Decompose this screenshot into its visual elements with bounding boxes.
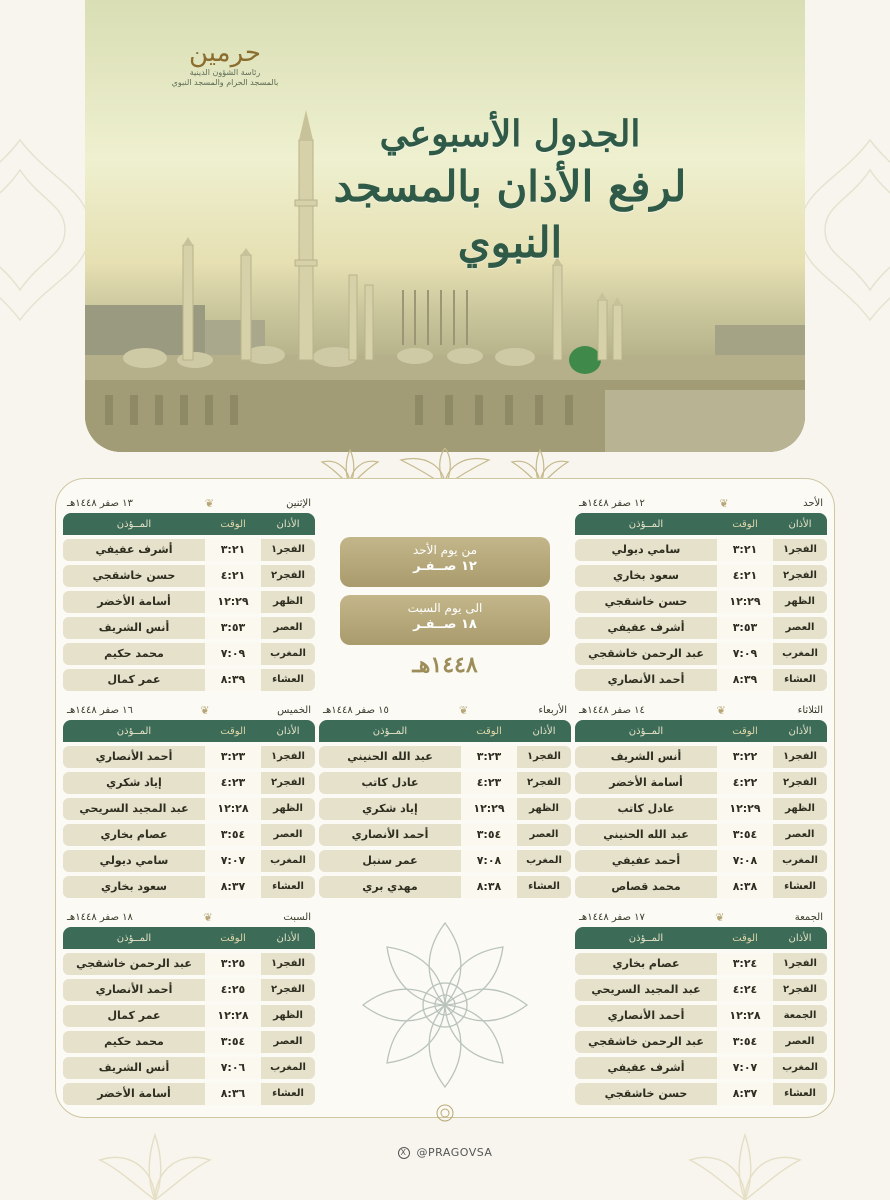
time-cell: ٣:٢٥	[205, 953, 261, 975]
handle-text: @PRAGOVSA	[416, 1146, 493, 1159]
social-handle[interactable]	[0, 1146, 890, 1159]
table-row	[575, 1005, 827, 1027]
col-adhan: الأذان	[276, 725, 300, 737]
logo-sub-2: بالمسجد الحرام والمسجد النبوي	[171, 78, 279, 88]
muadhin-cell: محمد حكيم	[63, 1031, 205, 1053]
muadhin-cell: عبد الرحمن خاشقجي	[575, 1031, 717, 1053]
table-row	[575, 617, 827, 639]
muadhin-cell: عادل كاتب	[319, 772, 461, 794]
muadhin-cell: محمد قصاص	[575, 876, 717, 898]
x-logo-icon: X	[398, 1147, 410, 1159]
table-row	[575, 1031, 827, 1053]
day-card	[575, 700, 827, 898]
muadhin-cell: عبد الرحمن خاشقجي	[63, 953, 205, 975]
side-ornament-right	[790, 130, 890, 330]
period-to-box	[340, 595, 550, 645]
table-row	[319, 798, 571, 820]
muadhin-cell: أحمد الأنصاري	[575, 1005, 717, 1027]
muadhin-cell: إياد شكري	[319, 798, 461, 820]
table-row	[575, 643, 827, 665]
muadhin-cell: أسامة الأخضر	[63, 1083, 205, 1105]
time-cell: ٣:٢١	[205, 539, 261, 561]
period-to-line1: الى يوم السبت	[407, 601, 483, 615]
time-cell: ٤:٢٣	[461, 772, 517, 794]
table-row	[63, 953, 315, 975]
muadhin-cell: سامي ديولي	[63, 850, 205, 872]
col-time: الوقت	[732, 932, 758, 944]
hero-banner	[85, 0, 805, 452]
muadhin-cell: أنس الشريف	[575, 746, 717, 768]
time-cell: ٧:٠٩	[205, 643, 261, 665]
time-cell: ٧:٠٨	[717, 850, 773, 872]
table-row	[575, 979, 827, 1001]
time-cell: ٣:٥٤	[717, 1031, 773, 1053]
table-row	[63, 565, 315, 587]
muadhin-cell: عبد الرحمن خاشقجي	[575, 643, 717, 665]
adhan-cell: الظهر	[517, 798, 571, 820]
adhan-cell: العصر	[773, 1031, 827, 1053]
day-date: ١٦ صفر ١٤٤٨هـ	[67, 704, 133, 716]
period-from-box	[340, 537, 550, 587]
muadhin-cell: عمر كمال	[63, 669, 205, 691]
muadhin-cell: سعود بخاري	[575, 565, 717, 587]
period-from-line1: من يوم الأحد	[412, 543, 478, 557]
table-row	[575, 850, 827, 872]
day-header	[63, 700, 315, 720]
muadhin-cell: سعود بخاري	[63, 876, 205, 898]
adhan-cell: الفجر١	[517, 746, 571, 768]
adhan-cell: المغرب	[517, 850, 571, 872]
adhan-cell: المغرب	[773, 1057, 827, 1079]
day-header	[63, 907, 315, 927]
haramain-logo	[165, 38, 285, 89]
time-cell: ١٢:٢٨	[717, 1005, 773, 1027]
day-header	[319, 700, 571, 720]
muadhin-cell: أنس الشريف	[63, 1057, 205, 1079]
muadhin-cell: حسن خاشقجي	[575, 1083, 717, 1105]
table-header	[575, 927, 827, 949]
day-name: الإثنين	[286, 497, 311, 509]
time-cell: ٨:٣٩	[205, 669, 261, 691]
adhan-cell: الفجر١	[773, 746, 827, 768]
day-date: ١٥ صفر ١٤٤٨هـ	[323, 704, 389, 716]
day-header	[575, 700, 827, 720]
adhan-cell: العشاء	[773, 1083, 827, 1105]
adhan-cell: العشاء	[773, 876, 827, 898]
muadhin-cell: عصام بخاري	[63, 824, 205, 846]
flourish-icon: ❦	[203, 910, 213, 924]
col-muadhin: المــؤذن	[628, 518, 664, 530]
table-row	[63, 1031, 315, 1053]
table-row	[575, 1057, 827, 1079]
table-header	[63, 513, 315, 535]
col-muadhin: المــؤذن	[628, 932, 664, 944]
time-cell: ١٢:٢٨	[205, 1005, 261, 1027]
table-row	[575, 824, 827, 846]
period-from-line2: ١٢ صــفـر	[413, 559, 477, 575]
adhan-cell: العشاء	[261, 1083, 315, 1105]
day-header	[575, 493, 827, 513]
muadhin-cell: أحمد الأنصاري	[319, 824, 461, 846]
time-cell: ٤:٢١	[205, 565, 261, 587]
time-cell: ٤:٢٣	[205, 772, 261, 794]
adhan-cell: الفجر٢	[261, 772, 315, 794]
adhan-cell: العشاء	[261, 669, 315, 691]
time-cell: ٤:٢١	[717, 565, 773, 587]
time-cell: ٨:٣٩	[717, 669, 773, 691]
adhan-cell: الظهر	[261, 798, 315, 820]
table-row	[319, 824, 571, 846]
day-header	[63, 493, 315, 513]
muadhin-cell: أحمد عفيفي	[575, 850, 717, 872]
adhan-cell: الفجر١	[261, 953, 315, 975]
muadhin-cell: أسامة الأخضر	[575, 772, 717, 794]
table-row	[63, 979, 315, 1001]
table-row	[63, 617, 315, 639]
muadhin-cell: أحمد الأنصاري	[63, 746, 205, 768]
flourish-icon: ❦	[719, 496, 729, 510]
muadhin-cell: أسامة الأخضر	[63, 591, 205, 613]
table-row	[63, 798, 315, 820]
table-header	[63, 927, 315, 949]
muadhin-cell: أحمد الأنصاري	[63, 979, 205, 1001]
adhan-cell: المغرب	[261, 850, 315, 872]
adhan-cell: الفجر٢	[773, 565, 827, 587]
bottom-ornament-left	[90, 1130, 220, 1200]
col-adhan: الأذان	[788, 725, 812, 737]
table-header	[63, 720, 315, 742]
adhan-cell: الظهر	[261, 591, 315, 613]
time-cell: ٨:٣٨	[717, 876, 773, 898]
table-row	[575, 746, 827, 768]
time-cell: ١٢:٢٩	[461, 798, 517, 820]
flourish-icon: ❦	[204, 496, 215, 510]
adhan-cell: المغرب	[773, 643, 827, 665]
day-header	[575, 907, 827, 927]
adhan-cell: العشاء	[517, 876, 571, 898]
table-row	[63, 850, 315, 872]
col-muadhin: المــؤذن	[116, 932, 152, 944]
day-date: ١٢ صفر ١٤٤٨هـ	[579, 497, 645, 509]
time-cell: ١٢:٢٩	[717, 798, 773, 820]
muadhin-cell: عبد الله الحنيني	[575, 824, 717, 846]
adhan-cell: الفجر٢	[261, 979, 315, 1001]
day-date: ١٣ صفر ١٤٤٨هـ	[67, 497, 133, 509]
adhan-cell: الفجر١	[261, 539, 315, 561]
adhan-cell: العشاء	[773, 669, 827, 691]
time-cell: ١٢:٢٩	[205, 591, 261, 613]
col-time: الوقت	[732, 725, 758, 737]
time-cell: ٧:٠٧	[717, 1057, 773, 1079]
period-to-line2: ١٨ صــفـر	[413, 617, 477, 633]
adhan-cell: العشاء	[261, 876, 315, 898]
table-row	[575, 798, 827, 820]
table-row	[319, 772, 571, 794]
table-row	[575, 591, 827, 613]
muadhin-cell: عادل كاتب	[575, 798, 717, 820]
adhan-cell: العصر	[517, 824, 571, 846]
time-cell: ٣:٥٤	[461, 824, 517, 846]
adhan-cell: العصر	[261, 824, 315, 846]
table-header	[575, 720, 827, 742]
day-card	[63, 700, 315, 898]
title-line-2: لرفع الأذان بالمسجد النبوي	[333, 161, 687, 268]
table-row	[63, 1083, 315, 1105]
time-cell: ٣:٥٣	[205, 617, 261, 639]
day-name: الأربعاء	[538, 704, 567, 716]
muadhin-cell: سامي ديولي	[575, 539, 717, 561]
col-muadhin: المــؤذن	[116, 725, 152, 737]
day-name: السبت	[283, 911, 311, 923]
table-row	[63, 772, 315, 794]
flourish-icon: ❦	[716, 703, 726, 717]
time-cell: ٨:٣٨	[461, 876, 517, 898]
table-row	[575, 772, 827, 794]
adhan-cell: العصر	[773, 617, 827, 639]
table-row	[575, 565, 827, 587]
day-name: الثلاثاء	[797, 704, 823, 716]
adhan-cell: الفجر١	[773, 539, 827, 561]
time-cell: ٨:٣٦	[205, 1083, 261, 1105]
adhan-cell: الظهر	[261, 1005, 315, 1027]
muadhin-cell: أنس الشريف	[63, 617, 205, 639]
adhan-cell: الفجر٢	[773, 772, 827, 794]
muadhin-cell: عبد المجيد السريحي	[63, 798, 205, 820]
flourish-icon: ❦	[459, 703, 469, 717]
adhan-cell: الفجر١	[261, 746, 315, 768]
time-cell: ٧:٠٦	[205, 1057, 261, 1079]
table-row	[63, 591, 315, 613]
day-card	[63, 493, 315, 691]
muadhin-cell: أشرف عفيفي	[575, 1057, 717, 1079]
adhan-cell: الفجر٢	[261, 565, 315, 587]
muadhin-cell: أشرف عفيفي	[63, 539, 205, 561]
col-muadhin: المــؤذن	[628, 725, 664, 737]
adhan-cell: الفجر١	[773, 953, 827, 975]
day-card	[319, 700, 571, 898]
table-row	[63, 669, 315, 691]
time-cell: ٨:٣٧	[205, 876, 261, 898]
table-row	[575, 539, 827, 561]
panel-bottom-ornament	[435, 1103, 455, 1123]
time-cell: ٣:٢٣	[205, 746, 261, 768]
adhan-cell: الظهر	[773, 798, 827, 820]
muadhin-cell: حسن خاشقجي	[575, 591, 717, 613]
time-cell: ٣:٢٣	[461, 746, 517, 768]
muadhin-cell: عبد المجيد السريحي	[575, 979, 717, 1001]
table-row	[63, 746, 315, 768]
table-row	[63, 876, 315, 898]
muadhin-cell: محمد حكيم	[63, 643, 205, 665]
col-time: الوقت	[220, 518, 246, 530]
day-name: الأحد	[803, 497, 823, 509]
day-name: الجمعة	[794, 911, 823, 923]
logo-sub-1: رئاسة الشؤون الدينية	[189, 68, 261, 77]
logo-name: حرمين	[189, 38, 261, 68]
day-date: ١٤ صفر ١٤٤٨هـ	[579, 704, 645, 716]
time-cell: ٣:٥٣	[717, 617, 773, 639]
time-cell: ١٢:٢٨	[205, 798, 261, 820]
adhan-cell: الظهر	[773, 591, 827, 613]
time-cell: ٣:٢١	[717, 539, 773, 561]
col-adhan: الأذان	[276, 518, 300, 530]
adhan-cell: العصر	[261, 1031, 315, 1053]
table-row	[319, 850, 571, 872]
bottom-ornament-right	[680, 1130, 810, 1200]
time-cell: ٧:٠٨	[461, 850, 517, 872]
table-row	[63, 1057, 315, 1079]
muadhin-cell: حسن خاشقجي	[63, 565, 205, 587]
title-line-1: الجدول الأسبوعي	[379, 113, 641, 155]
muadhin-cell: مهدي بري	[319, 876, 461, 898]
page-title	[300, 110, 720, 272]
day-card	[575, 907, 827, 1105]
adhan-cell: المغرب	[773, 850, 827, 872]
day-card	[575, 493, 827, 691]
col-muadhin: المــؤذن	[372, 725, 408, 737]
day-card	[63, 907, 315, 1105]
table-row	[575, 953, 827, 975]
flourish-icon: ❦	[200, 703, 210, 717]
table-row	[63, 824, 315, 846]
time-cell: ٤:٢٢	[717, 772, 773, 794]
time-cell: ٧:٠٧	[205, 850, 261, 872]
day-date: ١٨ صفر ١٤٤٨هـ	[67, 911, 133, 923]
col-adhan: الأذان	[788, 932, 812, 944]
col-time: الوقت	[220, 725, 246, 737]
col-adhan: الأذان	[532, 725, 556, 737]
day-name: الخميس	[277, 704, 311, 716]
col-adhan: الأذان	[276, 932, 300, 944]
table-header	[319, 720, 571, 742]
time-cell: ٣:٥٤	[205, 824, 261, 846]
adhan-cell: المغرب	[261, 1057, 315, 1079]
time-cell: ٣:٢٤	[717, 953, 773, 975]
flourish-icon: ❦	[715, 910, 725, 924]
time-cell: ٨:٣٧	[717, 1083, 773, 1105]
adhan-cell: الجمعة	[773, 1005, 827, 1027]
time-cell: ٧:٠٩	[717, 643, 773, 665]
table-row	[575, 669, 827, 691]
table-row	[575, 1083, 827, 1105]
col-time: الوقت	[220, 932, 246, 944]
table-header	[575, 513, 827, 535]
adhan-cell: العصر	[261, 617, 315, 639]
time-cell: ٤:٢٥	[205, 979, 261, 1001]
muadhin-cell: عبد الله الحنيني	[319, 746, 461, 768]
time-cell: ٤:٢٤	[717, 979, 773, 1001]
center-rosette-ornament	[355, 915, 535, 1095]
day-date: ١٧ صفر ١٤٤٨هـ	[579, 911, 645, 923]
col-adhan: الأذان	[788, 518, 812, 530]
table-row	[63, 643, 315, 665]
col-muadhin: المــؤذن	[116, 518, 152, 530]
table-row	[63, 539, 315, 561]
adhan-cell: العصر	[773, 824, 827, 846]
table-row	[575, 876, 827, 898]
adhan-cell: الفجر٢	[517, 772, 571, 794]
time-cell: ٣:٥٤	[717, 824, 773, 846]
adhan-cell: الفجر٢	[773, 979, 827, 1001]
time-cell: ١٢:٢٩	[717, 591, 773, 613]
table-row	[63, 1005, 315, 1027]
muadhin-cell: عصام بخاري	[575, 953, 717, 975]
table-row	[319, 746, 571, 768]
muadhin-cell: إياد شكري	[63, 772, 205, 794]
hijri-year: ١٤٤٨هـ	[412, 652, 478, 678]
time-cell: ٣:٢٢	[717, 746, 773, 768]
muadhin-cell: أشرف عفيفي	[575, 617, 717, 639]
muadhin-cell: عمر كمال	[63, 1005, 205, 1027]
time-cell: ٣:٥٤	[205, 1031, 261, 1053]
col-time: الوقت	[476, 725, 502, 737]
table-row	[319, 876, 571, 898]
muadhin-cell: أحمد الأنصاري	[575, 669, 717, 691]
col-time: الوقت	[732, 518, 758, 530]
adhan-cell: المغرب	[261, 643, 315, 665]
muadhin-cell: عمر سنبل	[319, 850, 461, 872]
